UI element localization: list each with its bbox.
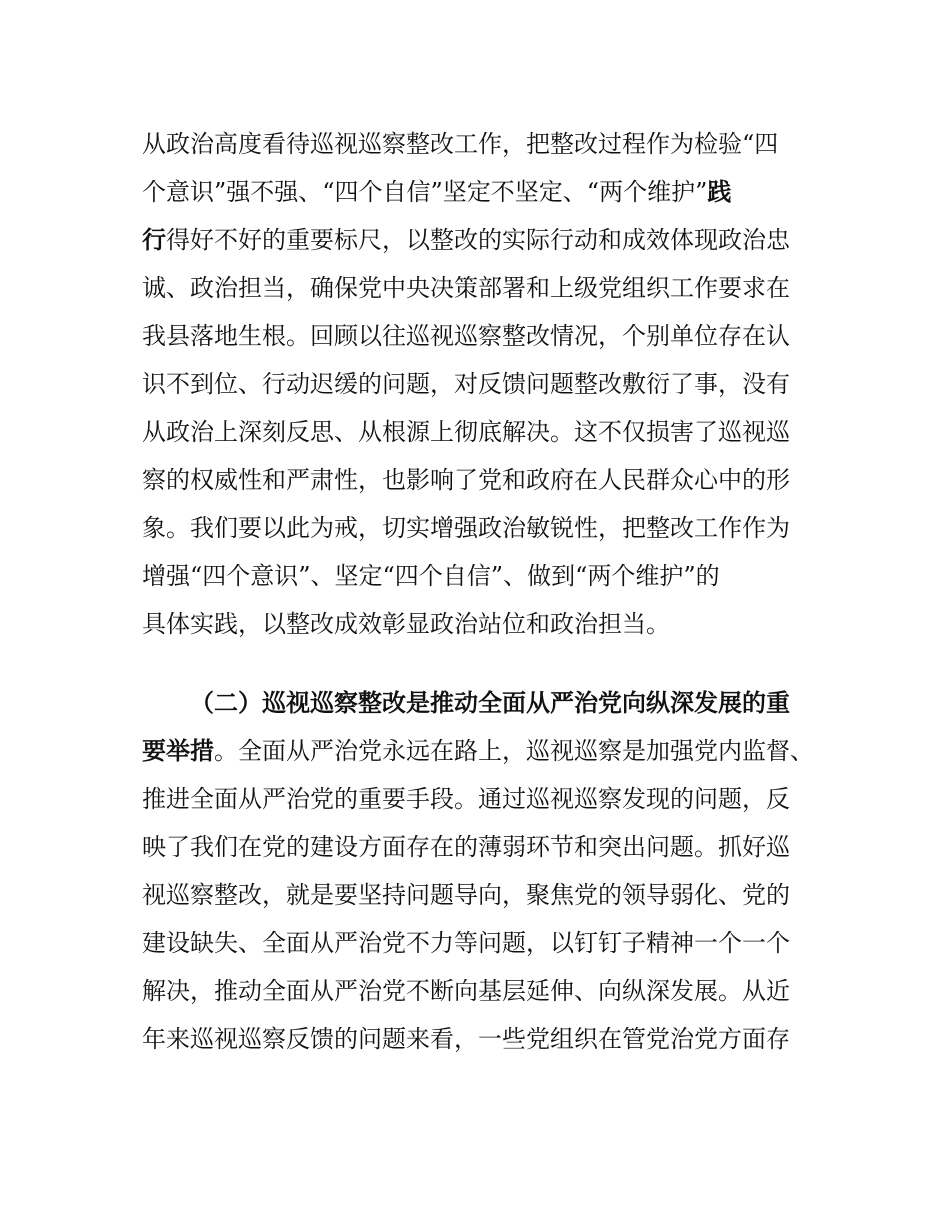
bold-text-run: 践 — [707, 178, 732, 206]
text-line — [142, 312, 790, 360]
text-line — [142, 120, 778, 168]
bold-text-run: 行 — [142, 226, 166, 254]
text-run: 得好不好的重要标尺，以整改的实际行动和成效体现政治忠 — [166, 226, 790, 254]
text-line — [142, 168, 731, 216]
text-run: 我县落地生根。回顾以往巡视巡察整改情况，个别单位存在认 — [142, 322, 790, 350]
text-run: 建设缺失、全面从严治党不力等问题，以钉钉子精神一个一个 — [142, 929, 790, 957]
text-run: 从政治上深刻反思、从根源上彻底解决。这不仅损害了巡视巡 — [142, 418, 790, 446]
text-line — [142, 775, 790, 823]
text-line — [142, 823, 790, 871]
text-line — [142, 552, 720, 600]
text-line — [142, 727, 814, 775]
text-line — [142, 919, 790, 967]
bold-text-run: 要举措 — [142, 737, 214, 765]
text-run: 解决，推动全面从严治党不断向基层延伸、向纵深发展。从近 — [142, 977, 790, 1005]
text-run: 视巡察整改，就是要坚持问题导向，聚焦党的领导弱化、党的 — [142, 881, 790, 909]
section-heading-line — [190, 679, 790, 727]
text-line — [142, 216, 790, 264]
text-line — [142, 1015, 790, 1063]
text-run: 。全面从严治党永远在路上，巡视巡察是加强党内监督、 — [214, 737, 814, 765]
text-run: 识不到位、行动迟缓的问题，对反馈问题整改敷衍了事，没有 — [142, 370, 790, 398]
text-run: 个意识”强不强、“四个自信”坚定不坚定、“两个维护” — [142, 178, 708, 206]
text-line — [142, 504, 790, 552]
text-line — [142, 871, 790, 919]
text-run: 推进全面从严治党的重要手段。通过巡视巡察发现的问题，反 — [142, 785, 790, 813]
text-line — [142, 360, 790, 408]
section-heading: （二）巡视巡察整改是推动全面从严治党向纵深发展的重 — [190, 689, 790, 717]
text-run: 具体实践，以整改成效彰显政治站位和政治担当。 — [142, 610, 670, 638]
text-line — [142, 456, 790, 504]
text-line — [142, 600, 670, 648]
text-line — [142, 967, 790, 1015]
text-run: 增强“四个意识”、坚定“四个自信”、做到“两个维护”的 — [142, 562, 720, 590]
text-line — [142, 408, 790, 456]
text-line — [142, 264, 790, 312]
text-run: 年来巡视巡察反馈的问题来看，一些党组织在管党治党方面存 — [142, 1025, 790, 1053]
text-run: 映了我们在党的建设方面存在的薄弱环节和突出问题。抓好巡 — [142, 833, 790, 861]
text-run: 象。我们要以此为戒，切实增强政治敏锐性，把整改工作作为 — [142, 514, 790, 542]
text-run: 从政治高度看待巡视巡察整改工作，把整改过程作为检验“四 — [142, 130, 779, 158]
text-run: 察的权威性和严肃性，也影响了党和政府在人民群众心中的形 — [142, 466, 790, 494]
text-run: 诚、政治担当，确保党中央决策部署和上级党组织工作要求在 — [142, 274, 790, 302]
